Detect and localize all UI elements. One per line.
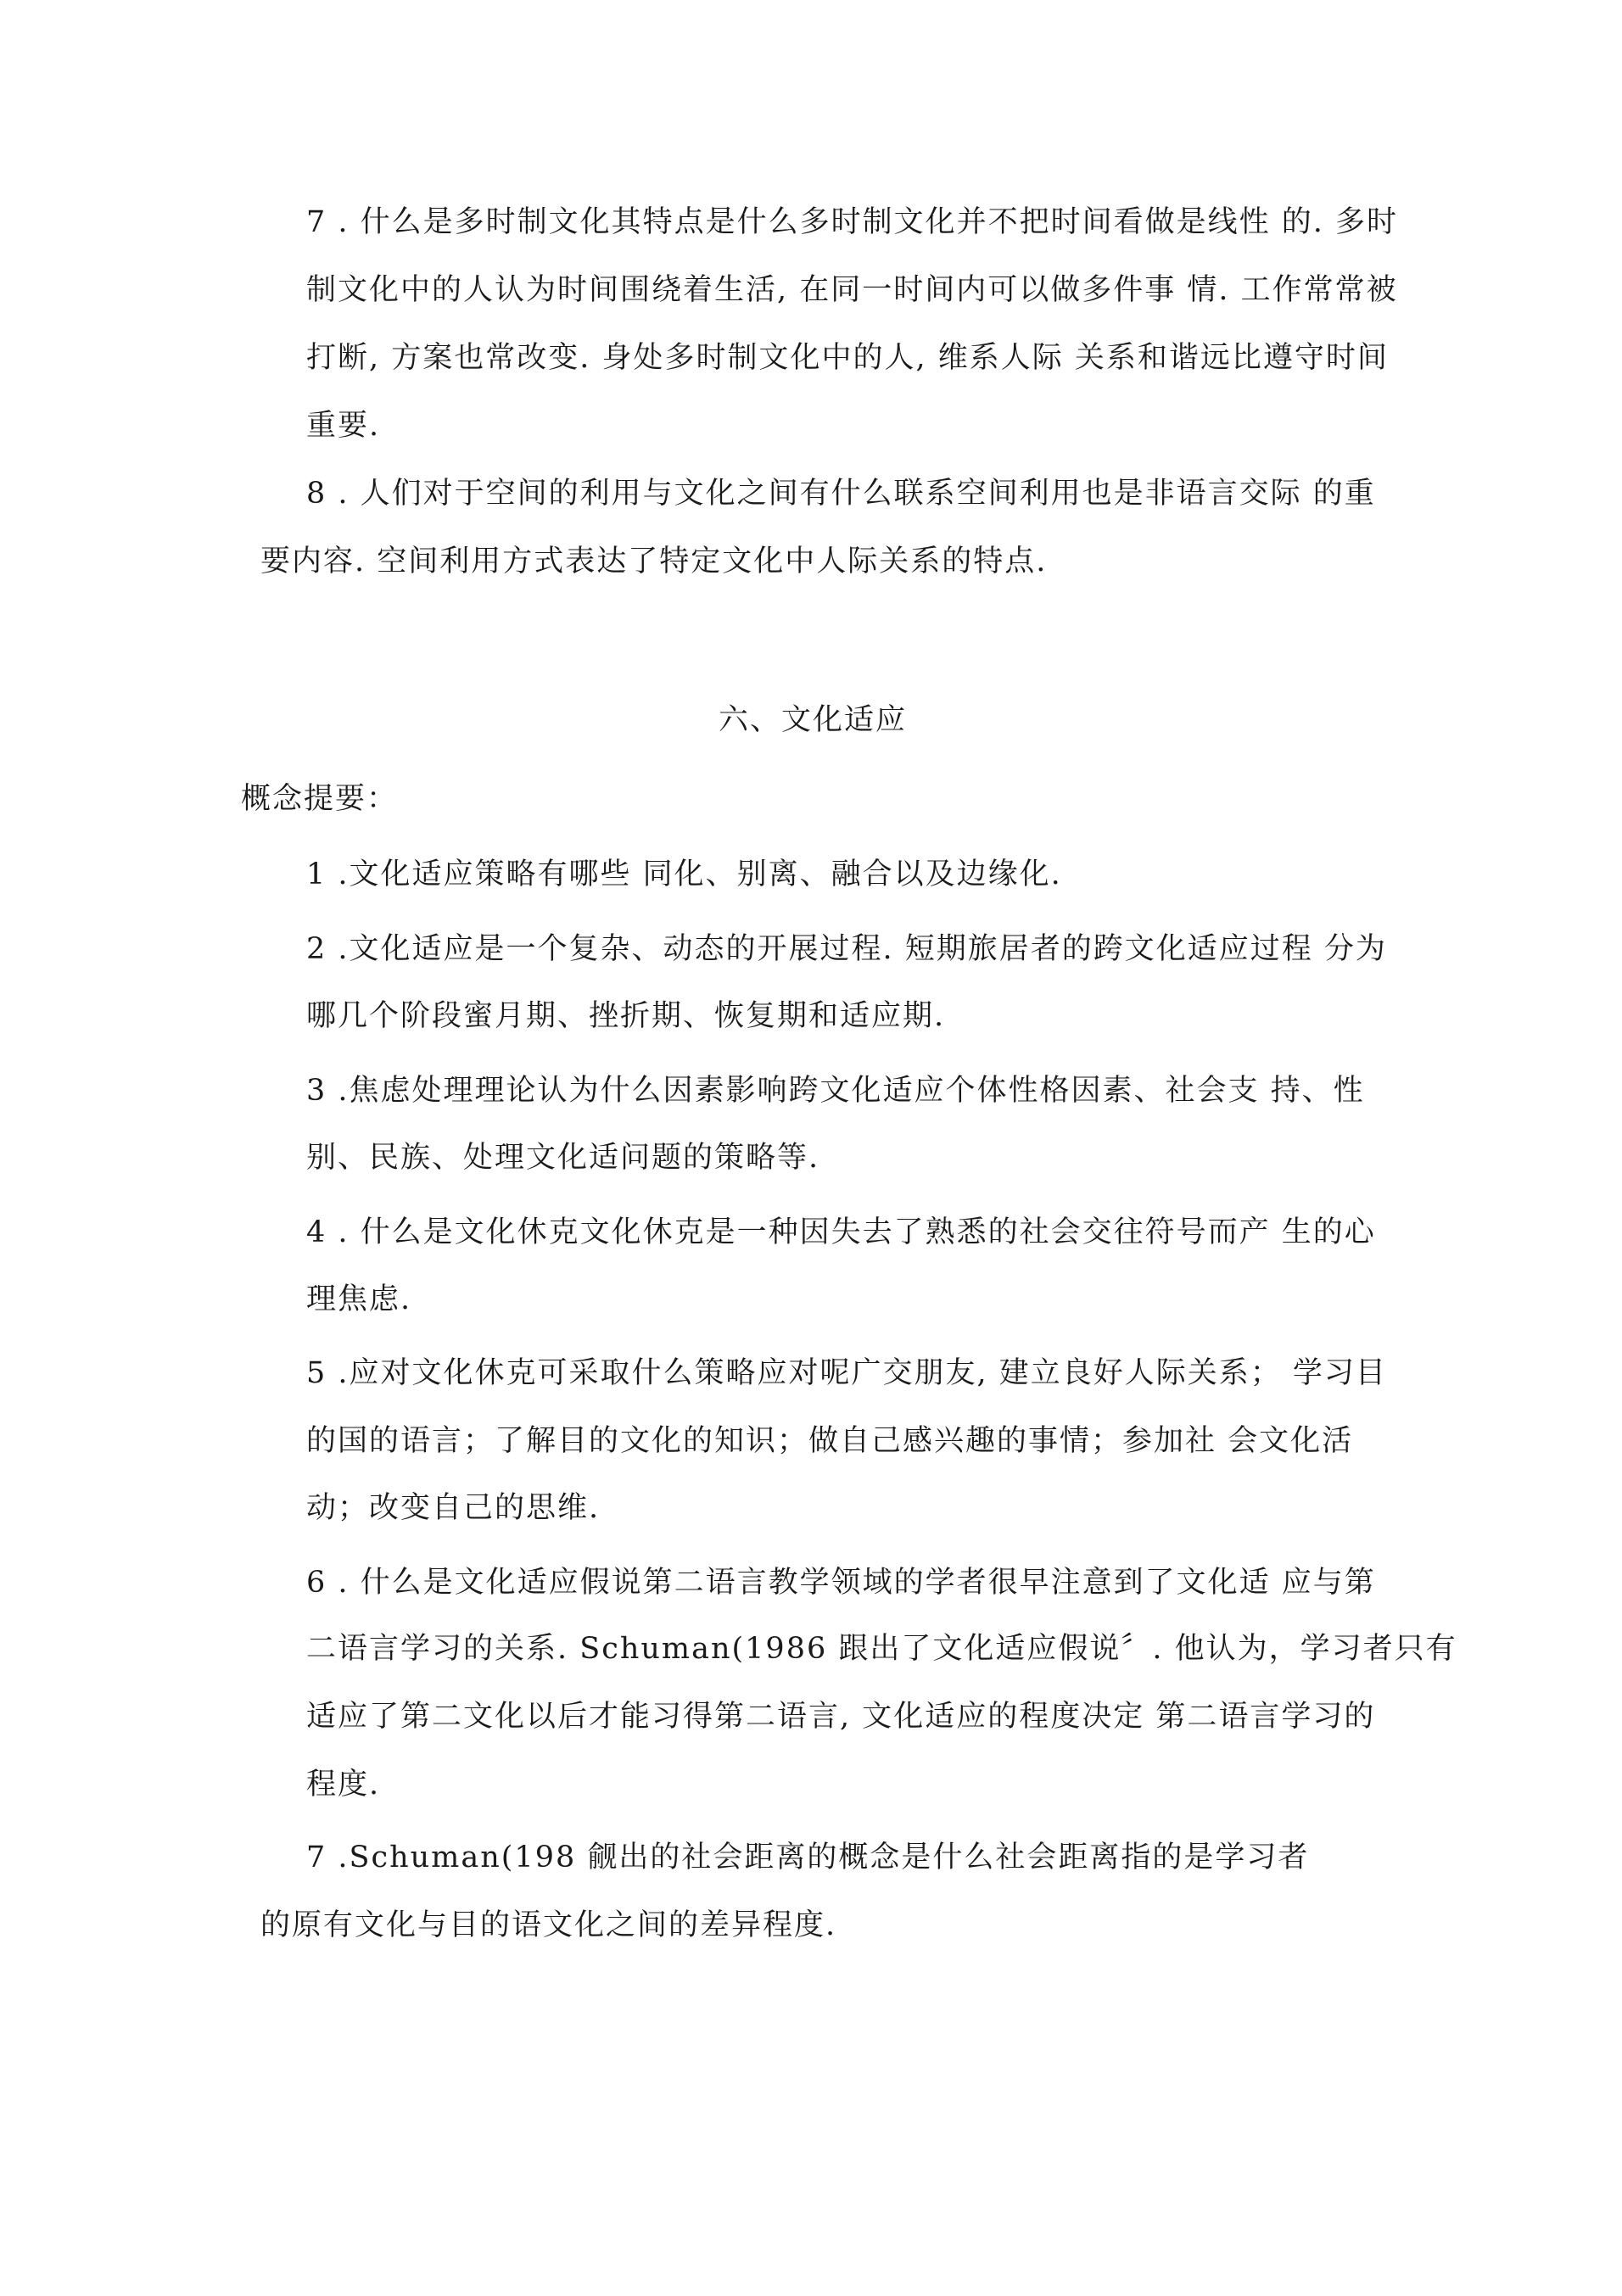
paragraph-line: 7 .Schuman(198 觎出的社会距离的概念是什么社会距离指的是学习者: [306, 1841, 1310, 1874]
paragraph-line: 理焦虑.: [306, 1282, 412, 1316]
paragraph-line: 动；改变自己的思维.: [306, 1491, 601, 1525]
paragraph-line: 制文化中的人认为时间围绕着生活, 在同一时间内可以做多件事 情. 工作常常被: [306, 273, 1398, 307]
paragraph-line: 的原有文化与目的语文化之间的差异程度.: [260, 1908, 837, 1942]
paragraph-line: 6 . 什么是文化适应假说第二语言教学领域的学者很早注意到了文化适 应与第: [306, 1566, 1376, 1600]
section-title: 六、文化适应: [719, 703, 908, 737]
paragraph-line: 的国的语言；了解目的文化的知识；做自己感兴趣的事情；参加社 会文化活: [306, 1424, 1354, 1458]
paragraph-line: 重要.: [306, 409, 381, 443]
paragraph-line: 打断, 方案也常改变. 身处多时制文化中的人, 维系人际 关系和谐远比遵守时间: [306, 341, 1389, 375]
paragraph-line: 2 .文化适应是一个复杂、动态的开展过程. 短期旅居者的跨文化适应过程 分为: [306, 932, 1387, 966]
paragraph-line: 4 . 什么是文化休克文化休克是一种因失去了熟悉的社会交往符号而产 生的心: [306, 1215, 1376, 1249]
paragraph-line: 二语言学习的关系. Schuman(1986 跟出了文化适应假说〞. 他认为，学习者只有: [306, 1632, 1457, 1666]
paragraph-line: 程度.: [306, 1768, 381, 1802]
paragraph-line: 别、民族、处理文化适问题的策略等.: [306, 1141, 820, 1175]
paragraph-line: 8 . 人们对于空间的利用与文化之间有什么联系空间利用也是非语言交际 的重: [306, 477, 1376, 511]
paragraph-line: 适应了第二文化以后才能习得第二语言, 文化适应的程度决定 第二语言学习的: [306, 1700, 1376, 1734]
paragraph-line: 要内容. 空间利用方式表达了特定文化中人际关系的特点.: [260, 545, 1048, 578]
paragraph-line: 哪几个阶段蜜月期、挫折期、恢复期和适应期.: [306, 999, 946, 1033]
paragraph-line: 5 .应对文化休克可采取什么策略应对呢广交朋友, 建立良好人际关系； 学习目: [306, 1356, 1387, 1390]
paragraph-line: 1 .文化适应策略有哪些 同化、别离、融合以及边缘化.: [306, 858, 1062, 891]
concept-label: 概念提要：: [241, 782, 399, 816]
paragraph-line: 3 .焦虑处理理论认为什么因素影响跨文化适应个体性格因素、社会支 持、性: [306, 1074, 1365, 1108]
paragraph-line: 7 . 什么是多时制文化其特点是什么多时制文化并不把时间看做是线性 的. 多时: [306, 205, 1399, 239]
